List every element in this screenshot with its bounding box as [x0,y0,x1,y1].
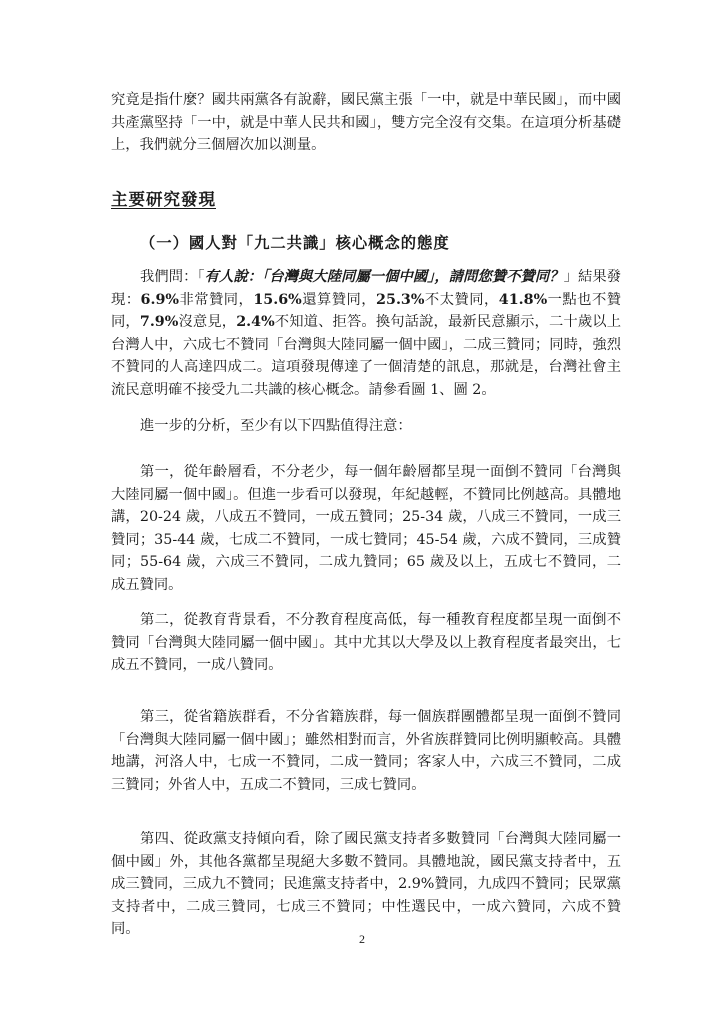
page-number: 2 [359,932,365,946]
paragraph-point-2: 第二，從教育背景看，不分教育程度高低，每一種教育程度都呈現一面倒不贊同「台灣與大陸同屬一個中國」。其中尤其以大學及以上教育程度者最突出，七成五不贊同，一成八贊同。 [111,612,621,673]
paragraph-point-4: 第四、從政黨支持傾向看，除了國民黨支持者多數贊同「台灣與大陸同屬一個中國」外，其他各黨都呈現絕大多數不贊同。具體地說，國民黨支持者中，五成三贊同，三成九不贊同；民進黨支持者中，2.9%贊同，九成四不贊同；民眾黨支持者中，二成三贊同，七成三不贊同；中性選民中，一成六贊同，六成不贊同。 [111,831,621,937]
paragraph-point-3: 第三，從省籍族群看，不分省籍族群，每一個族群團體都呈現一面倒不贊同「台灣與大陸同屬一個中國」；雖然相對而言，外省族群贊同比例明顯較高。具體地講，河洛人中，七成一不贊同，二成一贊同；客家人中，六成三不贊同，二成三贊同；外省人中，五成二不贊同，三成七贊同。 [111,709,621,793]
stat-value: 41.8% [498,291,548,308]
text-segment: 我們問：「 [140,269,205,285]
text-segment: 沒意見， [178,314,237,330]
text-segment: 不知道、拒答。換句話說，最新民意顯示，二十歲以上台灣人中，六成七不贊同「台灣與大陸同屬一個中國」，二成三贊同；同時，強烈不贊同的人高達四成二。這項發現傳達了一個清楚的訊息，那就是，台灣社會主流民意明確不接受九二共識的核心概念。請參看圖 1、圖 2。 [111,314,622,398]
text-segment: 非常贊同， [179,291,254,308]
stat-value: 6.9% [140,291,180,308]
stat-value: 2.4% [236,314,275,330]
paragraph-point-1: 第一，從年齡層看，不分老少，每一個年齡層都呈現一面倒不贊同「台灣與大陸同屬一個中國」。但進一步看可以發現，年紀越輕，不贊同比例越高。具體地講，20-24 歲，八成五不贊同，一成五贊同；25-34 歲，八成三不贊同，一成三贊同；35-44 歲，七成二不贊同，一成七贊同；45-54 歲，六成不贊同，三成贊同；55-64 歲，六成三不贊同，二成九贊同；65 歲及以上，五成七不贊同，二成五贊同。 [111,464,621,593]
paragraph-finding-1 [111,266,621,401]
survey-question: 有人說：「台灣與大陸同屬一個中國」，請問您贊不贊同？ [204,269,564,285]
stat-value: 15.6% [253,291,302,308]
subsection-heading: （一）國人對「九二共識」核心概念的態度 [140,234,450,252]
section-heading: 主要研究發現 [111,190,216,209]
text-segment: 」結果發現： [111,269,621,308]
text-segment: 一點也不贊同， [111,291,622,330]
paragraph-further: 進一步的分析，至少有以下四點值得注意： [140,418,412,434]
stat-value: 7.9% [139,314,179,330]
text-segment: 不太贊同， [424,291,499,308]
stat-value: 25.3% [376,291,425,308]
text-segment: 還算贊同， [301,291,377,308]
paragraph-intro: 究竟是指什麼？國共兩黨各有說辭，國民黨主張「一中，就是中華民國」，而中國共產黨堅持「一中，就是中華人民共和國」，雙方完全沒有交集。在這項分析基礎上，我們就分三個層次加以測量。 [111,92,621,153]
